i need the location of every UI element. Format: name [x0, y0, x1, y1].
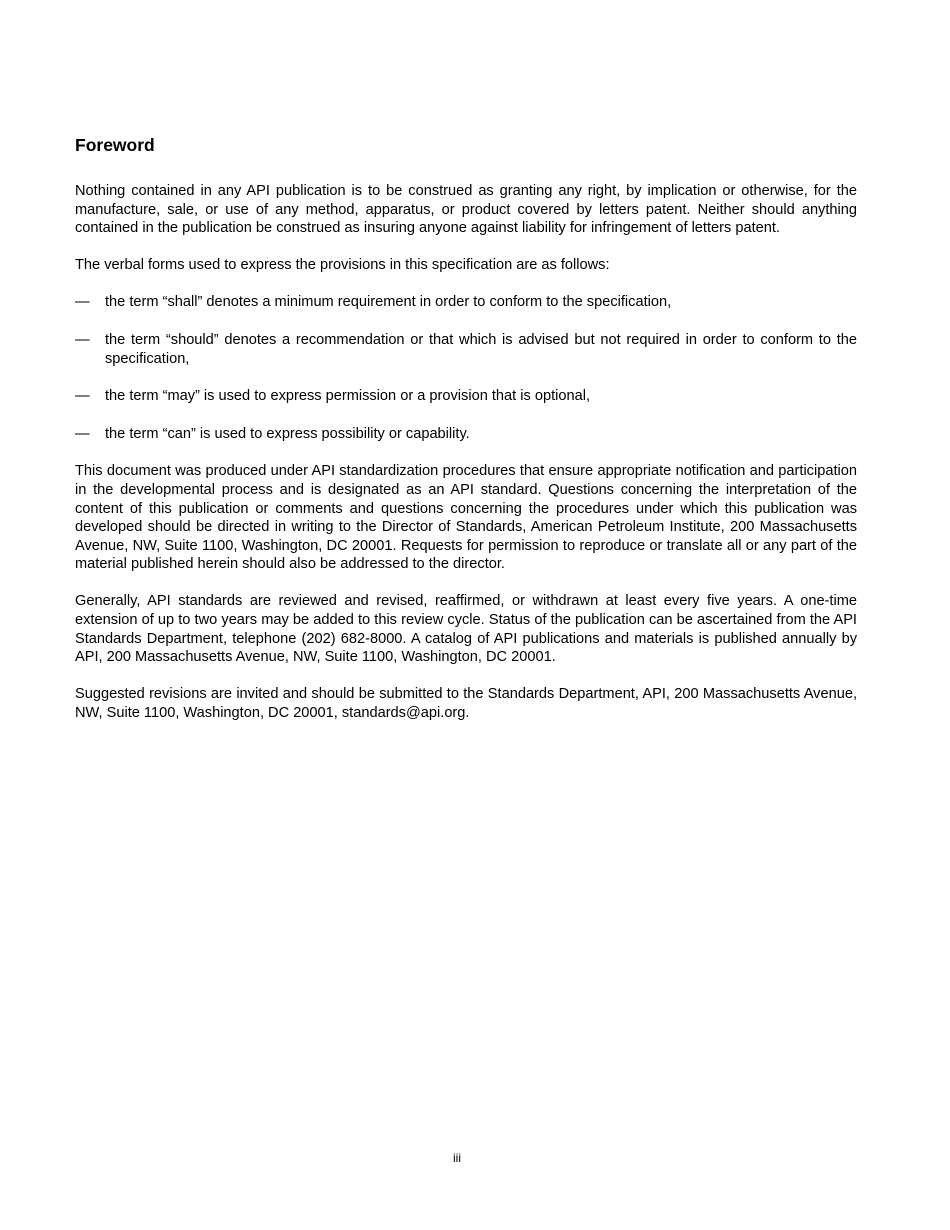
list-item — [75, 331, 857, 368]
list-item-text-shall: the term “shall” denotes a minimum requirement in order to conform to the specification, — [105, 294, 672, 311]
list-dash-marker: — — [75, 294, 90, 311]
list-item — [75, 425, 857, 444]
list-dash-marker: — — [75, 331, 90, 348]
verbal-forms-intro-paragraph: The verbal forms used to express the provisions in this specification are as follows: — [75, 257, 610, 274]
review-cycle-paragraph: Generally, API standards are reviewed and revised, reaffirmed, or withdrawn at least every five years. A one-time extension of up to two years may be added to this review cycle. Status of the publication can be ascertained from the API Standards Department, telephone (202) 682-8000. A catalog of API publications and materials is published annually by API, 200 Massachusetts Avenue, NW, Suite 1100, Washington, DC 20001. — [75, 593, 857, 666]
page-number: iii — [453, 1151, 461, 1165]
page-title: Foreword — [75, 135, 155, 155]
verbal-forms-list — [75, 293, 857, 443]
list-dash-marker: — — [75, 388, 90, 405]
list-item-text-can: the term “can” is used to express possibility or capability. — [105, 425, 470, 442]
list-item-text-should: the term “should” denotes a recommendation or that which is advised but not required in order to conform to the specification, — [105, 331, 857, 367]
suggested-revisions-paragraph: Suggested revisions are invited and should be submitted to the Standards Department, API, 200 Massachusetts Avenue, NW, Suite 1100, Washington, DC 20001, standards@api.org. — [75, 686, 857, 721]
list-dash-marker: — — [75, 425, 90, 442]
patent-disclaimer-paragraph: Nothing contained in any API publication is to be construed as granting any right, by implication or otherwise, for the manufacture, sale, or use of any method, apparatus, or product covered by letters patent. Neither should anything contained in the publication be construed as insuring anyone against liability for infringement of letters patent. — [75, 183, 857, 237]
list-item-text-may: the term “may” is used to express permission or a provision that is optional, — [105, 388, 591, 405]
standardization-procedures-paragraph: This document was produced under API standardization procedures that ensure appropriate notification and participation in the developmental process and is designated as an API standard. Questions concerning the interpretation of the content of this publication or comments and questions concerning the procedures under which this publication was developed should be directed in writing to the Director of Standards, American Petroleum Institute, 200 Massachusetts Avenue, NW, Suite 1100, Washington, DC 20001. Requests for permission to reproduce or translate all or any part of the material published herein should also be addressed to the director. — [75, 463, 857, 573]
list-item — [75, 387, 857, 406]
document-page — [75, 0, 857, 1230]
list-item — [75, 293, 857, 312]
document-body — [75, 182, 857, 741]
